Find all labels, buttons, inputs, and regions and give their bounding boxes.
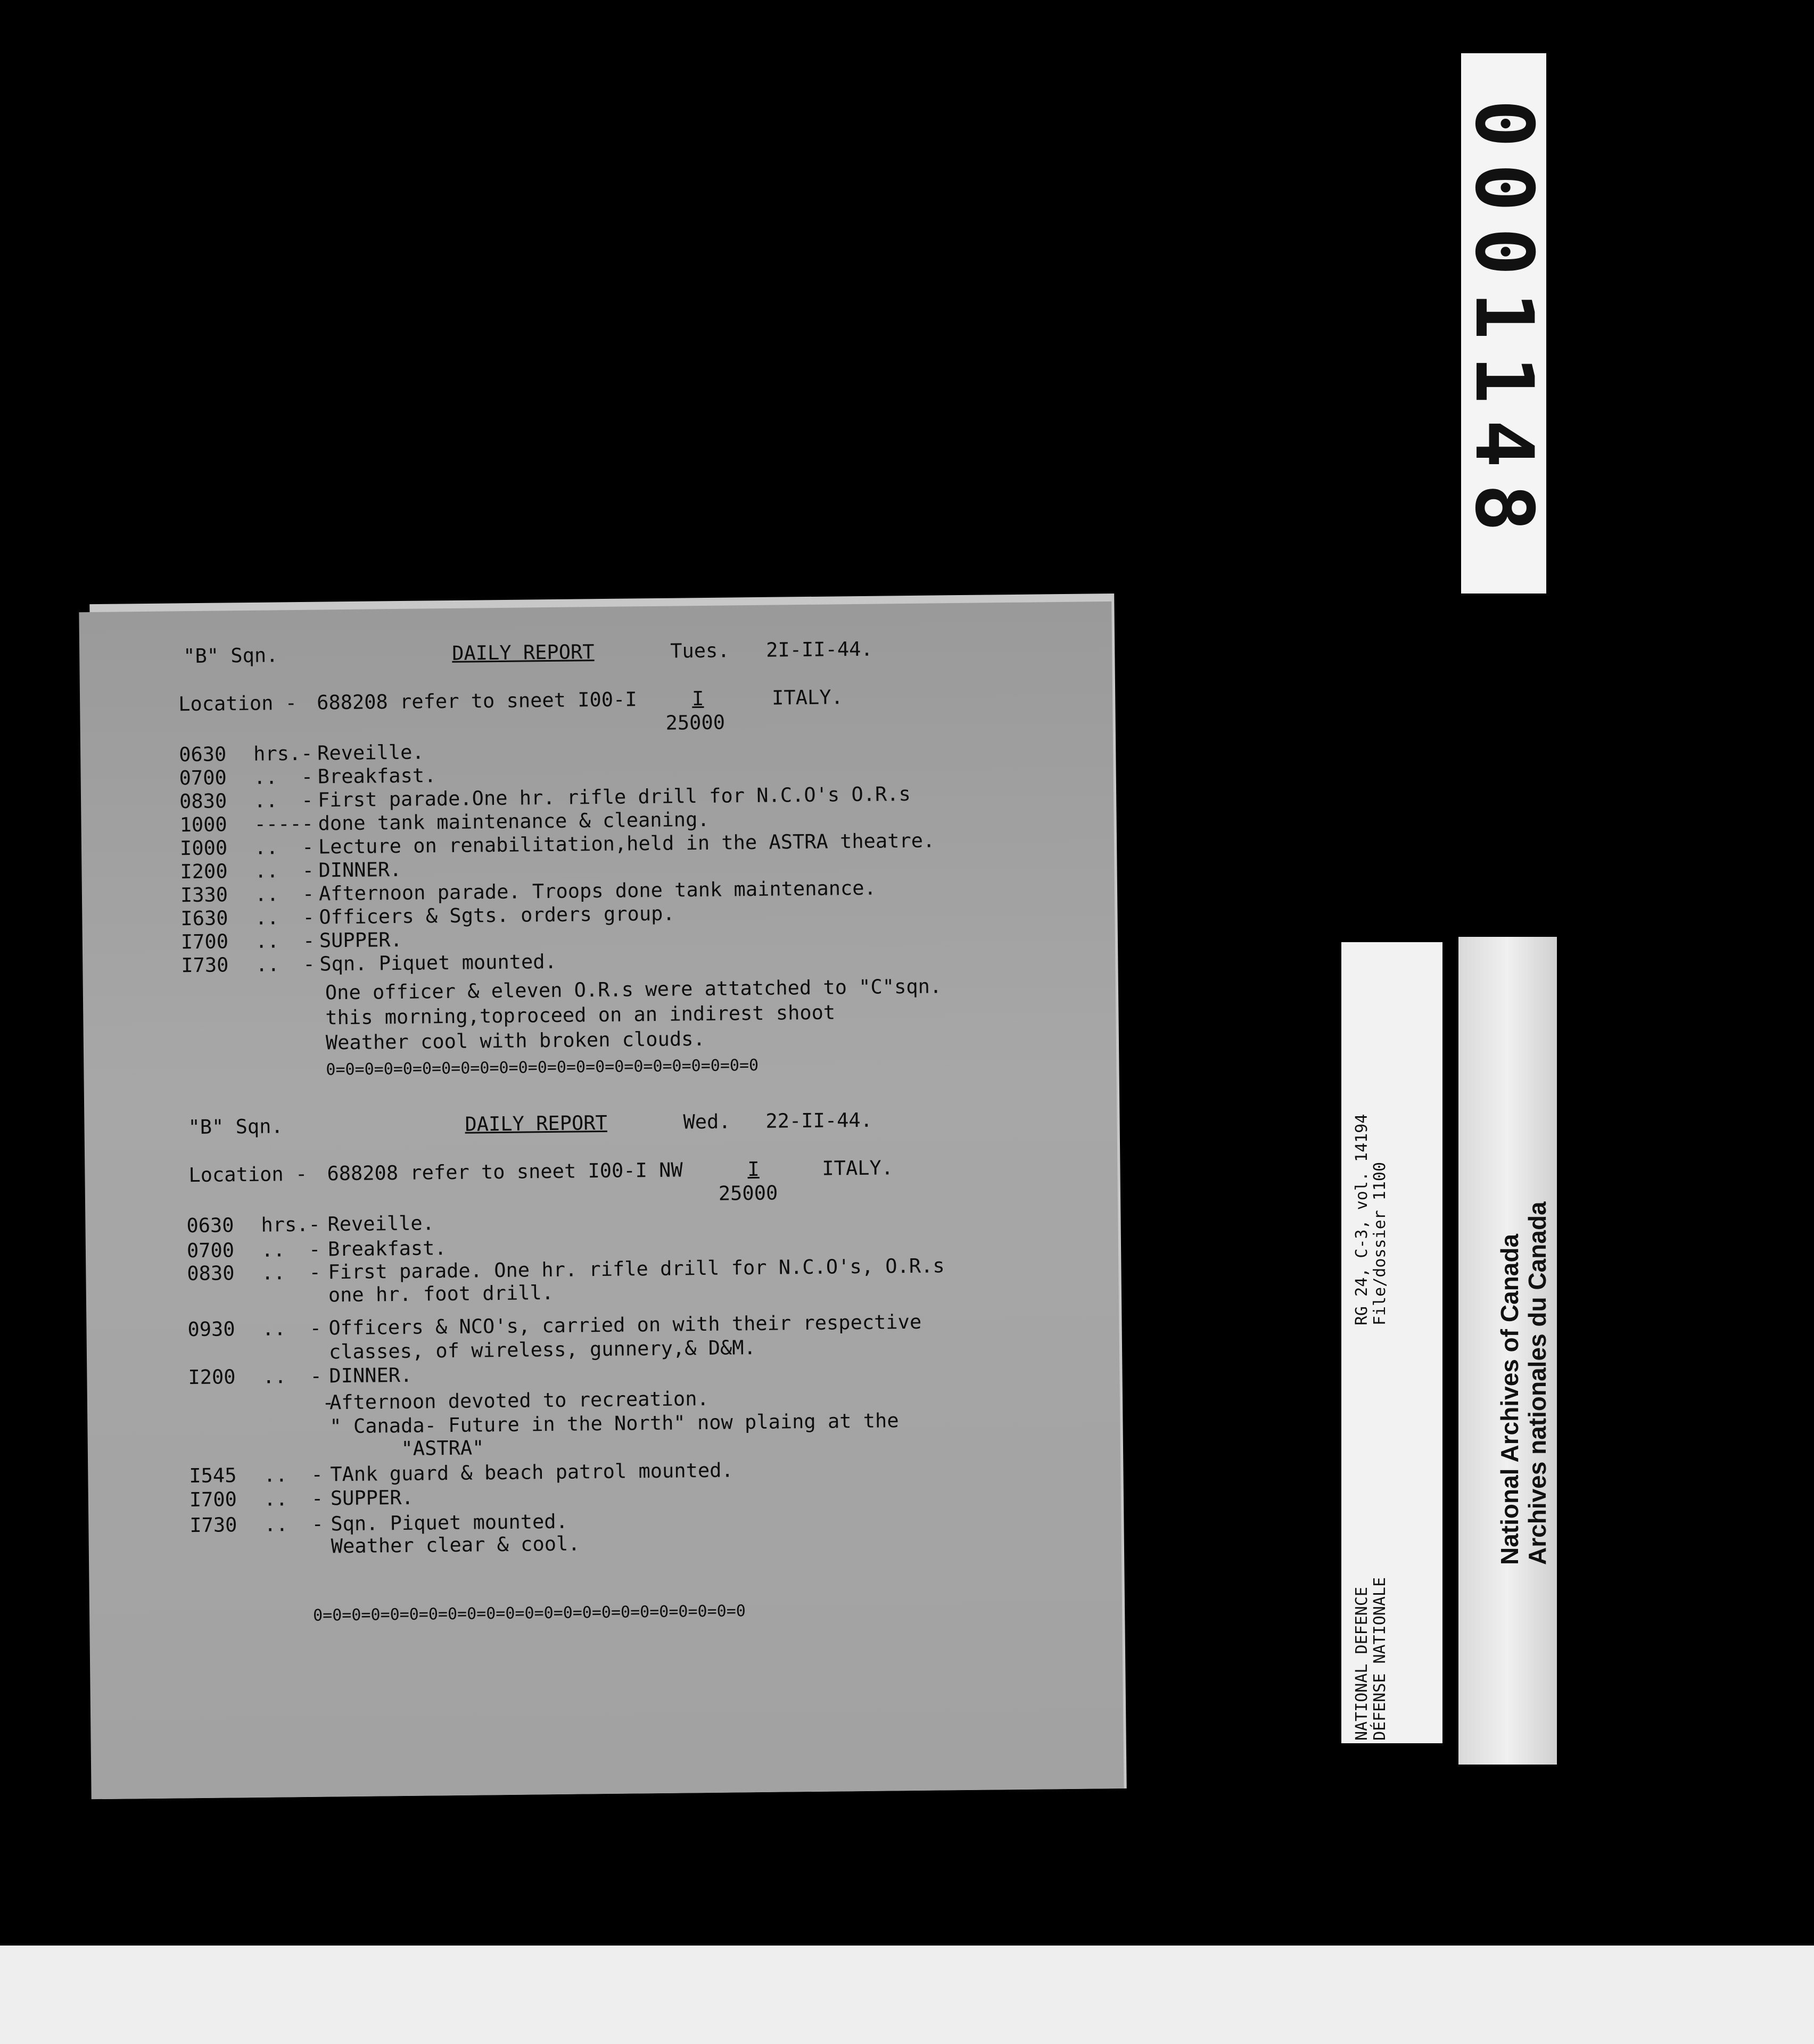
entry-separator: .. - [263, 1487, 324, 1511]
report2-unit: "B" Sqn. [188, 1115, 283, 1139]
entry-text: First parade. One hr. rifle drill for N.C.O's, O.R.s [328, 1254, 945, 1284]
entry-text: Officers & Sgts. orders group. [319, 902, 675, 929]
entry-separator: .. - [262, 1364, 323, 1388]
entry-separator: .. - [255, 952, 315, 976]
report2-day: Wed. [683, 1110, 731, 1134]
entry-text: Breakfast. [327, 1237, 447, 1261]
entry-time: I200 [188, 1365, 236, 1389]
report1-divider: 0=0=0=0=0=0=0=0=0=0=0=0=0=0=0=0=0=0=0=0=0=0=0 [326, 1056, 759, 1079]
entry-separator: hrs.- [261, 1213, 321, 1237]
entry-separator: - [262, 1391, 334, 1415]
entry-time: I730 [181, 953, 229, 977]
entry-separator: .. - [254, 882, 315, 906]
entry-text: SUPPER. [319, 928, 403, 952]
entry-text: SUPPER. [330, 1486, 414, 1510]
frame-number-label [1457, 53, 1550, 594]
report1-note: Weather cool with broken clouds. [325, 1027, 705, 1054]
report1-title: DAILY REPORT [451, 640, 595, 665]
entry-time: I700 [180, 930, 229, 954]
entry-separator: .. - [264, 1512, 324, 1536]
entry-separator: .. - [255, 929, 315, 953]
report1-scale-numerator: I [691, 687, 704, 711]
entry-separator: .. - [263, 1463, 323, 1487]
entry-text: Afternoon devoted to recreation. [329, 1387, 709, 1414]
entry-text: " Canada- Future in the North" now plaing at the [329, 1409, 899, 1438]
entry-text: Reveille. [317, 740, 424, 765]
entry-separator: .. - [253, 788, 314, 812]
entry-time: I000 [179, 836, 228, 860]
entry-time: I200 [180, 860, 228, 884]
entry-text: Sqn. Piquet mounted. [331, 1510, 568, 1536]
entry-text: DINNER. [329, 1363, 413, 1388]
document-page [79, 601, 1124, 1799]
report2-scale-denominator: 25000 [718, 1181, 778, 1205]
entry-time: I730 [189, 1513, 237, 1537]
entry-time: 0930 [187, 1317, 235, 1341]
entry-separator: .. - [255, 905, 315, 929]
report1-scale-denominator: 25000 [665, 711, 725, 735]
entry-text: one hr. foot drill. [328, 1281, 554, 1307]
report2-scale-numerator: I [747, 1157, 760, 1181]
entry-text: done tank maintenance & cleaning. [318, 807, 710, 835]
entry-separator: .. - [261, 1260, 321, 1284]
entry-time: I700 [189, 1488, 237, 1512]
film-strip-edge [0, 1946, 1814, 2044]
report2-title: DAILY REPORT [465, 1111, 608, 1136]
entry-separator: .. - [253, 765, 314, 789]
report2-location-text: 688208 refer to sneet I00-I NW [327, 1158, 683, 1185]
entry-text: "ASTRA" [329, 1436, 484, 1461]
entry-time: I545 [189, 1464, 237, 1488]
entry-time: I330 [180, 883, 228, 907]
entry-separator: .. - [254, 835, 314, 859]
institution-text: National Archives of Canada Archives nationales du Canada [1496, 1201, 1551, 1565]
entry-separator: hrs.- [253, 741, 313, 765]
report1-date: 2I-II-44. [765, 637, 873, 662]
entry-text: classes, of wireless, gunnery,& D&M. [328, 1336, 756, 1364]
entry-separator: .. - [262, 1316, 322, 1340]
report1-location-label: Location - [178, 691, 298, 716]
entry-separator: .. - [254, 859, 315, 883]
entry-text: TAnk guard & beach patrol mounted. [330, 1458, 733, 1486]
archive-reference-text: RG 24, C-3, vol. 14194 File/dossier 1100 [1353, 1114, 1389, 1325]
entry-text: Afternoon parade. Troops done tank maintenance. [318, 876, 877, 905]
institution-label [1458, 937, 1557, 1765]
entry-text: Breakfast. [317, 764, 436, 788]
entry-text: Officers & NCO's, carried on with their respective [328, 1310, 922, 1340]
frame-number: 0001148 [1457, 99, 1550, 548]
report1-unit: "B" Sqn. [183, 644, 278, 668]
report1-country: ITALY. [771, 686, 844, 710]
entry-time: 0830 [179, 789, 227, 813]
department-text: NATIONAL DEFENCE DÉFENSE NATIONALE [1353, 1577, 1389, 1741]
report1-location-text: 688208 refer to sneet I00-I [316, 688, 637, 714]
entry-separator: .. - [261, 1238, 321, 1262]
entry-time: 0830 [187, 1262, 235, 1285]
entry-text: Sqn. Piquet mounted. [319, 950, 557, 976]
report2-date: 22-II-44. [765, 1108, 873, 1133]
entry-time: 1000 [179, 813, 227, 837]
entry-time: 0700 [186, 1239, 235, 1263]
archive-reference-label [1341, 942, 1442, 1743]
report2-location-label: Location - [188, 1162, 308, 1187]
entry-text: Weather clear & cool. [331, 1532, 580, 1558]
entry-text: DINNER. [318, 858, 402, 882]
entry-time: I630 [180, 906, 228, 930]
entry-text: Reveille. [327, 1211, 435, 1236]
report1-note: this morning,toproceed on an indirest shoot [325, 1001, 836, 1029]
entry-text: Lecture on renabilitation,held in the ASTRA theatre. [318, 829, 935, 859]
entry-text: First parade.One hr. rifle drill for N.C.O's O.R.s [317, 782, 911, 812]
entry-time: 0700 [179, 766, 227, 790]
entry-time: 0630 [186, 1214, 234, 1238]
report2-country: ITALY. [822, 1156, 894, 1180]
report1-day: Tues. [670, 639, 730, 663]
entry-separator: ----- [254, 812, 314, 836]
report2-divider: 0=0=0=0=0=0=0=0=0=0=0=0=0=0=0=0=0=0=0=0=0=0=0 [312, 1602, 746, 1625]
report1-note: One officer & eleven O.R.s were attatched to "C"sqn. [325, 975, 942, 1004]
entry-time: 0630 [178, 743, 227, 767]
